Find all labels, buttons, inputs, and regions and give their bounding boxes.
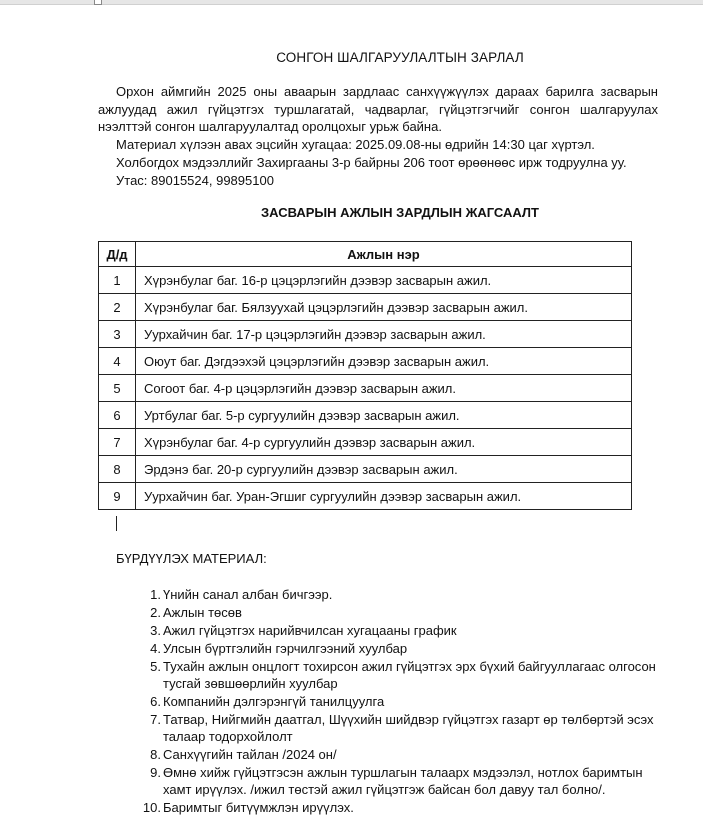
table-row [99,429,632,456]
row-work-name: Уурхайчин баг. Уран-Эгшиг сургуулийн дээвэр засварын ажил. [136,483,632,510]
list-item-number: 9. [150,765,161,780]
row-number: 5 [99,375,136,402]
page-title: СОНГОН ШАЛГАРУУЛАЛТЫН ЗАРЛАЛ [276,50,524,65]
top-ruler-bar [0,0,703,5]
works-table [98,241,632,510]
list-item-text: Компанийн дэлгэрэнгүй танилцуулга [163,694,385,709]
phone-text: Утас: 89015524, 99895100 [116,173,274,188]
row-work-name: Хүрэнбулаг баг. 16-р цэцэрлэгийн дээвэр засварын ажил. [136,267,632,294]
list-item-text: Ажлын төсөв [163,605,242,620]
list-item [150,711,663,745]
list-item-number: 3. [150,623,161,638]
row-work-name: Уурхайчин баг. 17-р цэцэрлэгийн дээвэр засварын ажил. [136,321,632,348]
list-item-text: Үнийн санал албан бичгээр. [163,587,333,602]
table-row [99,267,632,294]
list-item-number: 6. [150,694,161,709]
deadline-text: Материал хүлээн авах эцсийн хугацаа: 2025.09.08-ны өдрийн 14:30 цаг хүртэл. [116,137,595,152]
list-item-text: Татвар, Нийгмийн даатгал, Шүүхийн шийдвэр гүйцэтгэх газарт өр төлбөртэй эсэх талаар тодорхойлолт [163,712,654,744]
row-number: 3 [99,321,136,348]
column-header-name: Ажлын нэр [136,242,632,267]
list-item-number: 2. [150,605,161,620]
table-row [99,348,632,375]
materials-list [142,586,663,817]
row-work-name: Эрдэнэ баг. 20-р сургуулийн дээвэр засварын ажил. [136,456,632,483]
table-row [99,375,632,402]
list-item [150,586,663,603]
list-item [150,622,663,639]
row-number: 1 [99,267,136,294]
row-number: 4 [99,348,136,375]
list-subtitle: ЗАСВАРЫН АЖЛЫН ЗАРДЛЫН ЖАГСААЛТ [260,205,539,220]
contact-text: Холбогдох мэдээллийг Захиргааны 3-р байрны 206 тоот өрөөнөөс ирж тодруулна уу. [116,155,627,170]
list-item-text: Санхүүгийн тайлан /2024 он/ [163,747,337,762]
list-item [150,658,663,692]
text-cursor[interactable] [116,516,117,531]
list-item-text: Тухайн ажлын онцлогт тохирсон ажил гүйцэтгэх эрх бүхий байгууллагаас олгосон тусгай зөвшөөрлийн хуулбар [163,659,656,691]
list-item [150,604,663,621]
column-header-number: Д/д [99,242,136,267]
list-item-text: Баримтыг битүүмжлэн ирүүлэх. [163,800,354,815]
list-item [150,746,663,763]
row-number: 2 [99,294,136,321]
list-item [150,693,663,710]
table-row [99,294,632,321]
list-item [150,640,663,657]
row-number: 8 [99,456,136,483]
row-work-name: Согоот баг. 4-р цэцэрлэгийн дээвэр засварын ажил. [136,375,632,402]
list-item-number: 8. [150,747,161,762]
row-work-name: Оюут баг. Дэгдээхэй цэцэрлэгийн дээвэр засварын ажил. [136,348,632,375]
row-work-name: Уртбулаг баг. 5-р сургуулийн дээвэр засварын ажил. [136,402,632,429]
table-row [99,321,632,348]
table-row [99,483,632,510]
table-header-row [99,242,632,267]
margin-marker-icon [94,0,102,5]
table-row [99,456,632,483]
list-item-number: 7. [150,712,161,727]
intro-paragraph: Орхон аймгийн 2025 оны аваарын зардлаас санхүүжүүлэх дараах барилга засварын ажлуудад ажил гүйцэтгэх туршлагатай, чадварлаг, гүйцэтгэгчийг сонгон шалгаруулах нээлттэй сонгон шалгаруулалтад оролцохыг урьж байна. [98,84,658,134]
list-item-number: 5. [150,659,161,674]
list-item [142,799,663,816]
materials-heading: БҮРДҮҮЛЭХ МАТЕРИАЛ: [116,551,267,566]
list-item-text: Ажил гүйцэтгэх нарийвчилсан хугацааны график [163,623,457,638]
table-row [99,402,632,429]
row-work-name: Хүрэнбулаг баг. Бялзуухай цэцэрлэгийн дээвэр засварын ажил. [136,294,632,321]
row-number: 9 [99,483,136,510]
list-item-number: 1. [150,587,161,602]
list-item-number: 10. [142,800,161,815]
row-number: 6 [99,402,136,429]
list-item-number: 4. [150,641,161,656]
list-item [150,764,663,798]
list-item-text: Улсын бүртгэлийн гэрчилгээний хуулбар [163,641,408,656]
list-item-text: Өмнө хийж гүйцэтгэсэн ажлын туршлагын талаарх мэдээлэл, нотлох баримтын хамт ирүүлэх. /ижил төстэй ажил гүйцэтгэж байсан бол давуу тал болно/. [163,765,643,797]
row-work-name: Хүрэнбулаг баг. 4-р сургуулийн дээвэр засварын ажил. [136,429,632,456]
row-number: 7 [99,429,136,456]
